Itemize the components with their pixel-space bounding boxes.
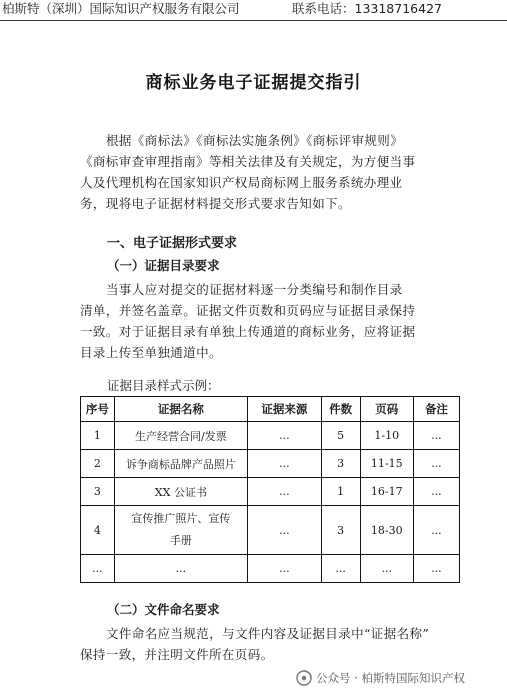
table-row <box>81 555 460 583</box>
cell-line: 手册 <box>169 534 192 547</box>
catalog-line: 一致。对于证据目录有单独上传通道的商标业务，应将证据 <box>80 324 416 339</box>
table-cell: ... <box>413 506 459 555</box>
naming-paragraph <box>80 624 480 645</box>
column-header: 页码 <box>360 397 413 422</box>
table-cell: 诉争商标品牌产品照片 <box>114 450 247 478</box>
intro-line: 务，现将电子证据材料提交形式要求告知如下。 <box>80 196 351 211</box>
column-header: 序号 <box>81 397 115 422</box>
column-header: 证据名称 <box>114 397 247 422</box>
table-cell: ... <box>81 555 115 583</box>
table-cell: 18-30 <box>360 506 413 555</box>
table-cell: ... <box>114 555 247 583</box>
intro-paragraph <box>80 131 480 152</box>
table-cell: ... <box>413 450 459 478</box>
table-cell: 3 <box>81 478 115 506</box>
table-cell: 生产经营合同/发票 <box>114 422 247 450</box>
table-cell-evidence-name <box>114 506 247 555</box>
table-cell: 4 <box>81 506 115 555</box>
company-name: 柏斯特（深圳）国际知识产权服务有限公司 <box>2 1 240 16</box>
intro-line: 根据《商标法》《商标法实施条例》《商标评审规则》 <box>106 133 404 148</box>
table-cell: 5 <box>321 422 360 450</box>
catalog-line: 当事人应对提交的证据材料逐一分类编号和制作目录 <box>106 282 403 297</box>
table-cell: 3 <box>321 450 360 478</box>
table-cell: ... <box>247 555 321 583</box>
table-cell: 2 <box>81 450 115 478</box>
wechat-official-account-icon <box>296 670 312 686</box>
intro-line: 《商标审查审理指南》等相关法律及有关规定，为方便当事 <box>80 154 416 169</box>
table-cell: ... <box>360 555 413 583</box>
naming-line: 文件命名应当规范，与文件内容及证据目录中“证据名称” <box>106 626 430 641</box>
table-cell: 3 <box>321 506 360 555</box>
intro-paragraph-cont <box>80 152 480 173</box>
section-heading-1: 一、电子证据形式要求 <box>107 236 238 251</box>
catalog-paragraph-cont <box>80 301 480 322</box>
intro-line: 人及代理机构在国家知识产权局商标网上服务系统办理业 <box>80 175 403 190</box>
subsection-heading-1: （一）证据目录要求 <box>107 258 220 273</box>
page-header <box>0 0 507 22</box>
table-cell: ... <box>247 422 321 450</box>
column-header: 件数 <box>321 397 360 422</box>
table-cell: ... <box>247 450 321 478</box>
watermark-text: 公众号 · 柏斯特国际知识产权 <box>316 671 465 685</box>
intro-paragraph-cont <box>80 173 480 194</box>
table-header-row <box>81 397 460 422</box>
table-cell: ... <box>413 422 459 450</box>
table-cell: 1 <box>81 422 115 450</box>
table-cell: ... <box>247 506 321 555</box>
table-row <box>81 422 460 450</box>
header-divider <box>0 20 507 21</box>
catalog-line: 清单，并签名盖章。证据文件页数和页码应与证据目录保持 <box>80 303 416 318</box>
naming-paragraph-cont <box>80 645 480 666</box>
subsection-heading-2: （二）文件命名要求 <box>107 602 220 617</box>
catalog-paragraph-cont <box>80 343 480 364</box>
table-cell: ... <box>247 478 321 506</box>
catalog-paragraph <box>80 280 480 301</box>
table-cell: ... <box>413 478 459 506</box>
table-cell: 11-15 <box>360 450 413 478</box>
catalog-paragraph-cont <box>80 322 480 343</box>
column-header: 证据来源 <box>247 397 321 422</box>
table-cell: ... <box>321 555 360 583</box>
naming-line: 保持一致，并注明文件所在页码。 <box>80 647 274 662</box>
intro-paragraph-cont <box>80 194 480 215</box>
table-cell: 1 <box>321 478 360 506</box>
evidence-catalog-table <box>80 396 460 583</box>
contact-phone: 联系电话：13318716427 <box>292 1 442 16</box>
table-cell: 1-10 <box>360 422 413 450</box>
cell-line: 宣传推广照片、宣传 <box>131 512 231 525</box>
table-cell: ... <box>413 555 459 583</box>
table-row <box>81 450 460 478</box>
column-header: 备注 <box>413 397 459 422</box>
document-title: 商标业务电子证据提交指引 <box>145 73 362 93</box>
table-cell: XX 公证书 <box>114 478 247 506</box>
table-row <box>81 478 460 506</box>
table-row <box>81 506 460 555</box>
wechat-watermark <box>296 670 465 686</box>
table-caption: 证据目录样式示例： <box>107 378 220 393</box>
table-cell: 16-17 <box>360 478 413 506</box>
catalog-line: 目录上传至单独通道中。 <box>80 345 222 360</box>
